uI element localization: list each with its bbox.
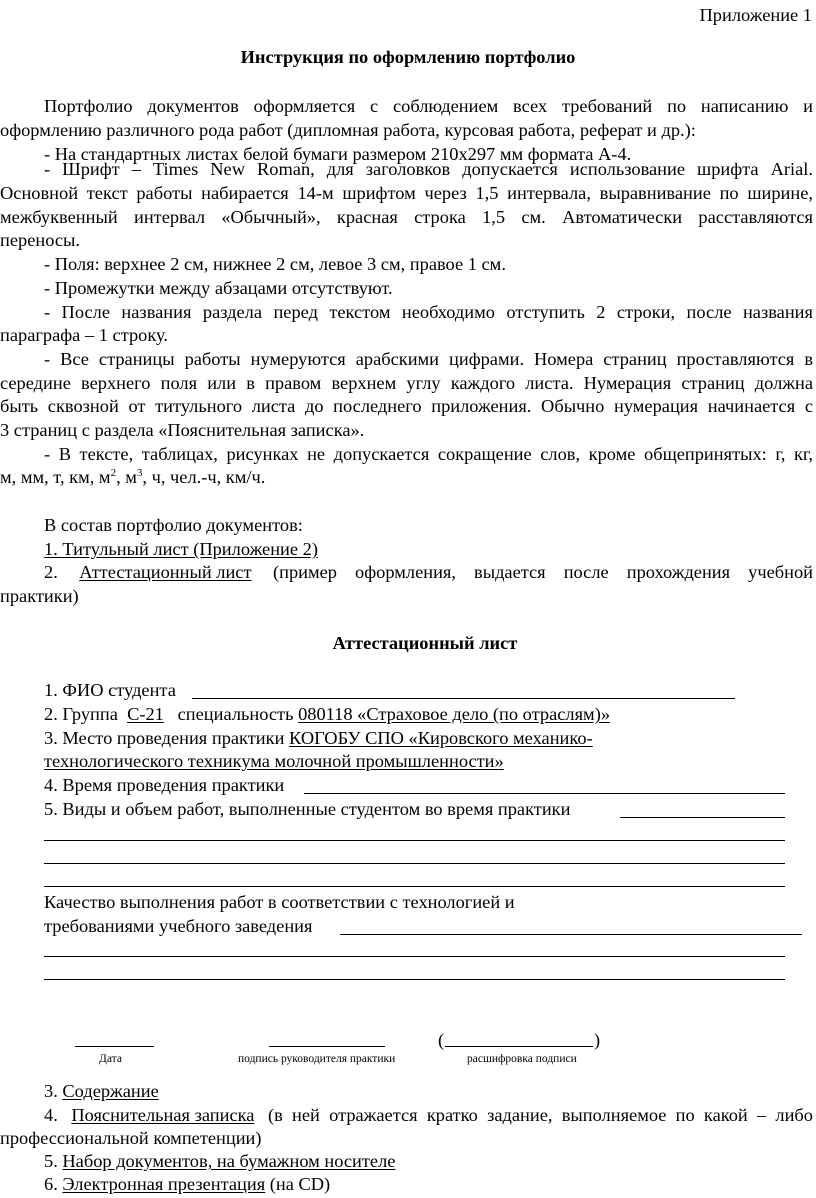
place-label: 3. Место проведения практики	[44, 728, 285, 748]
caption-signature-decode: расшифровка подписи	[467, 1053, 577, 1065]
abbrev-text-b: , м	[116, 467, 137, 487]
intro-line-1: Портфолио документов оформляется с соблюдением всех требований по написанию и	[44, 96, 813, 116]
req-numbering-line-4: 3 страниц с раздела «Пояснительная записка».	[0, 420, 365, 440]
intro-line-2: оформлению различного рода работ (дипломная работа, курсовая работа, реферат и др.):	[0, 120, 696, 140]
item-6-number: 6.	[44, 1174, 58, 1194]
item-2-link: Аттестационный лист	[79, 562, 252, 582]
item-4-link: Пояснительная записка	[71, 1105, 255, 1125]
req-abbrev-line-2	[0, 468, 265, 486]
time-fill-line	[304, 793, 785, 794]
place-value-line-2: технологического техникума молочной промышленности»	[44, 751, 504, 771]
appendix-label: Приложение 1	[699, 5, 812, 25]
superscript-3: 3	[136, 467, 143, 479]
list-item-6	[44, 1175, 330, 1193]
date-signature-line	[75, 1046, 154, 1047]
quality-fill-line	[340, 934, 802, 935]
composition-item-2-line-1	[44, 563, 813, 581]
composition-item-2-line-2: практики)	[0, 586, 79, 606]
form-title: Аттестационный лист	[332, 633, 518, 653]
quality-line-1: Качество выполнения работ в соответствии с технологией и	[44, 892, 515, 912]
abbrev-text-c: , ч, чел.-ч, км/ч.	[142, 467, 266, 487]
fio-fill-line	[192, 698, 735, 699]
form-field-time: 4. Время проведения практики	[44, 775, 285, 795]
req-font-line-3: межбуквенный интервал «Обычный», красная строка 1,5 см. Автоматически расставляются	[0, 207, 813, 227]
specialty-label: специальность	[177, 704, 294, 724]
specialty-value: 080118 «Страховое дело (по отраслям)»	[298, 704, 611, 724]
caption-date: Дата	[99, 1053, 122, 1065]
supervisor-signature-line	[269, 1046, 385, 1047]
abbrev-text-a: м, мм, т, км, м	[0, 467, 111, 487]
item-3-number: 3.	[44, 1081, 58, 1101]
quality-blank-line-2	[44, 979, 785, 980]
work-blank-line-3	[44, 886, 785, 887]
list-item-5	[44, 1152, 395, 1170]
item-2-number: 2.	[44, 562, 58, 582]
req-margins: - Поля: верхнее 2 см, нижнее 2 см, левое 3 см, правое 1 см.	[44, 254, 506, 274]
req-font-line-1: - Шрифт – Times New Roman, для заголовков допускается использование шрифта Arial.	[44, 159, 813, 179]
form-field-fio: 1. ФИО студента	[44, 680, 176, 700]
quality-line-2: требованиями учебного заведения	[44, 916, 313, 936]
req-numbering-line-1: - Все страницы работы нумеруются арабскими цифрами. Номера страниц проставляются в	[44, 349, 813, 369]
form-field-group	[44, 705, 610, 723]
req-numbering-line-2: середине верхнего поля или в правом верхнем углу каждого листа. Нумерация страниц должна	[0, 373, 813, 393]
item-6-label: Электронная презентация	[62, 1174, 266, 1194]
decode-open-paren: (	[438, 1030, 445, 1050]
caption-supervisor-signature: подпись руководителя практики	[238, 1053, 396, 1065]
place-value-line-1: КОГОБУ СПО «Кировского механико-	[289, 728, 593, 748]
req-section-line-1: - После названия раздела перед текстом необходимо отступить 2 строки, после названия	[44, 302, 813, 322]
composition-heading: В состав портфолио документов:	[44, 515, 303, 535]
req-font-line-2: Основной текст работы набирается 14-м шрифтом через 1,5 интервала, выравнивание по ширине,	[0, 183, 813, 203]
req-section-line-2: параграфа – 1 строку.	[0, 325, 168, 345]
composition-item-3	[44, 1082, 159, 1100]
item-6-suffix: (на CD)	[269, 1174, 331, 1194]
quality-blank-line-1	[44, 956, 785, 957]
item-5-label: Набор документов, на бумажном носителе	[62, 1151, 396, 1171]
group-label: 2. Группа	[44, 704, 118, 724]
item-5-number: 5.	[44, 1151, 58, 1171]
page-title: Инструкция по оформлению портфолио	[240, 47, 576, 67]
composition-item-4-line-1	[44, 1106, 813, 1124]
composition-item-1: 1. Титульный лист (Приложение 2)	[44, 539, 318, 559]
superscript-2: 2	[110, 467, 117, 479]
decode-signature-line	[445, 1046, 593, 1047]
req-font-line-4: переносы.	[0, 230, 80, 250]
item-4-description: (в ней отражается кратко задание, выполняемое по какой – либо	[268, 1105, 813, 1125]
composition-item-4-line-2: профессиональной компетенции)	[0, 1128, 262, 1148]
work-blank-line-2	[44, 863, 785, 864]
group-value: С-21	[127, 704, 164, 724]
req-numbering-line-3: быть сквозной от титульного листа до последнего приложения. Обычно нумерация начинается с	[0, 396, 813, 416]
item-2-description: (пример оформления, выдается после прохождения учебной	[273, 562, 813, 582]
form-field-place	[44, 729, 593, 747]
req-paper: - На стандартных листах белой бумаги размером 210х297 мм формата А-4.	[44, 144, 632, 164]
work-fill-line	[620, 817, 785, 818]
work-blank-line-1	[44, 840, 785, 841]
form-field-work: 5. Виды и объем работ, выполненные студентом во время практики	[44, 799, 571, 819]
req-abbrev-line-1: - В тексте, таблицах, рисунках не допускается сокращение слов, кроме общепринятых: г, кг,	[44, 444, 813, 464]
decode-close-paren: )	[594, 1030, 601, 1050]
item-3-label: Содержание	[62, 1081, 159, 1101]
item-4-number: 4.	[44, 1105, 58, 1125]
req-spacing: - Промежутки между абзацами отсутствуют.	[44, 278, 393, 298]
